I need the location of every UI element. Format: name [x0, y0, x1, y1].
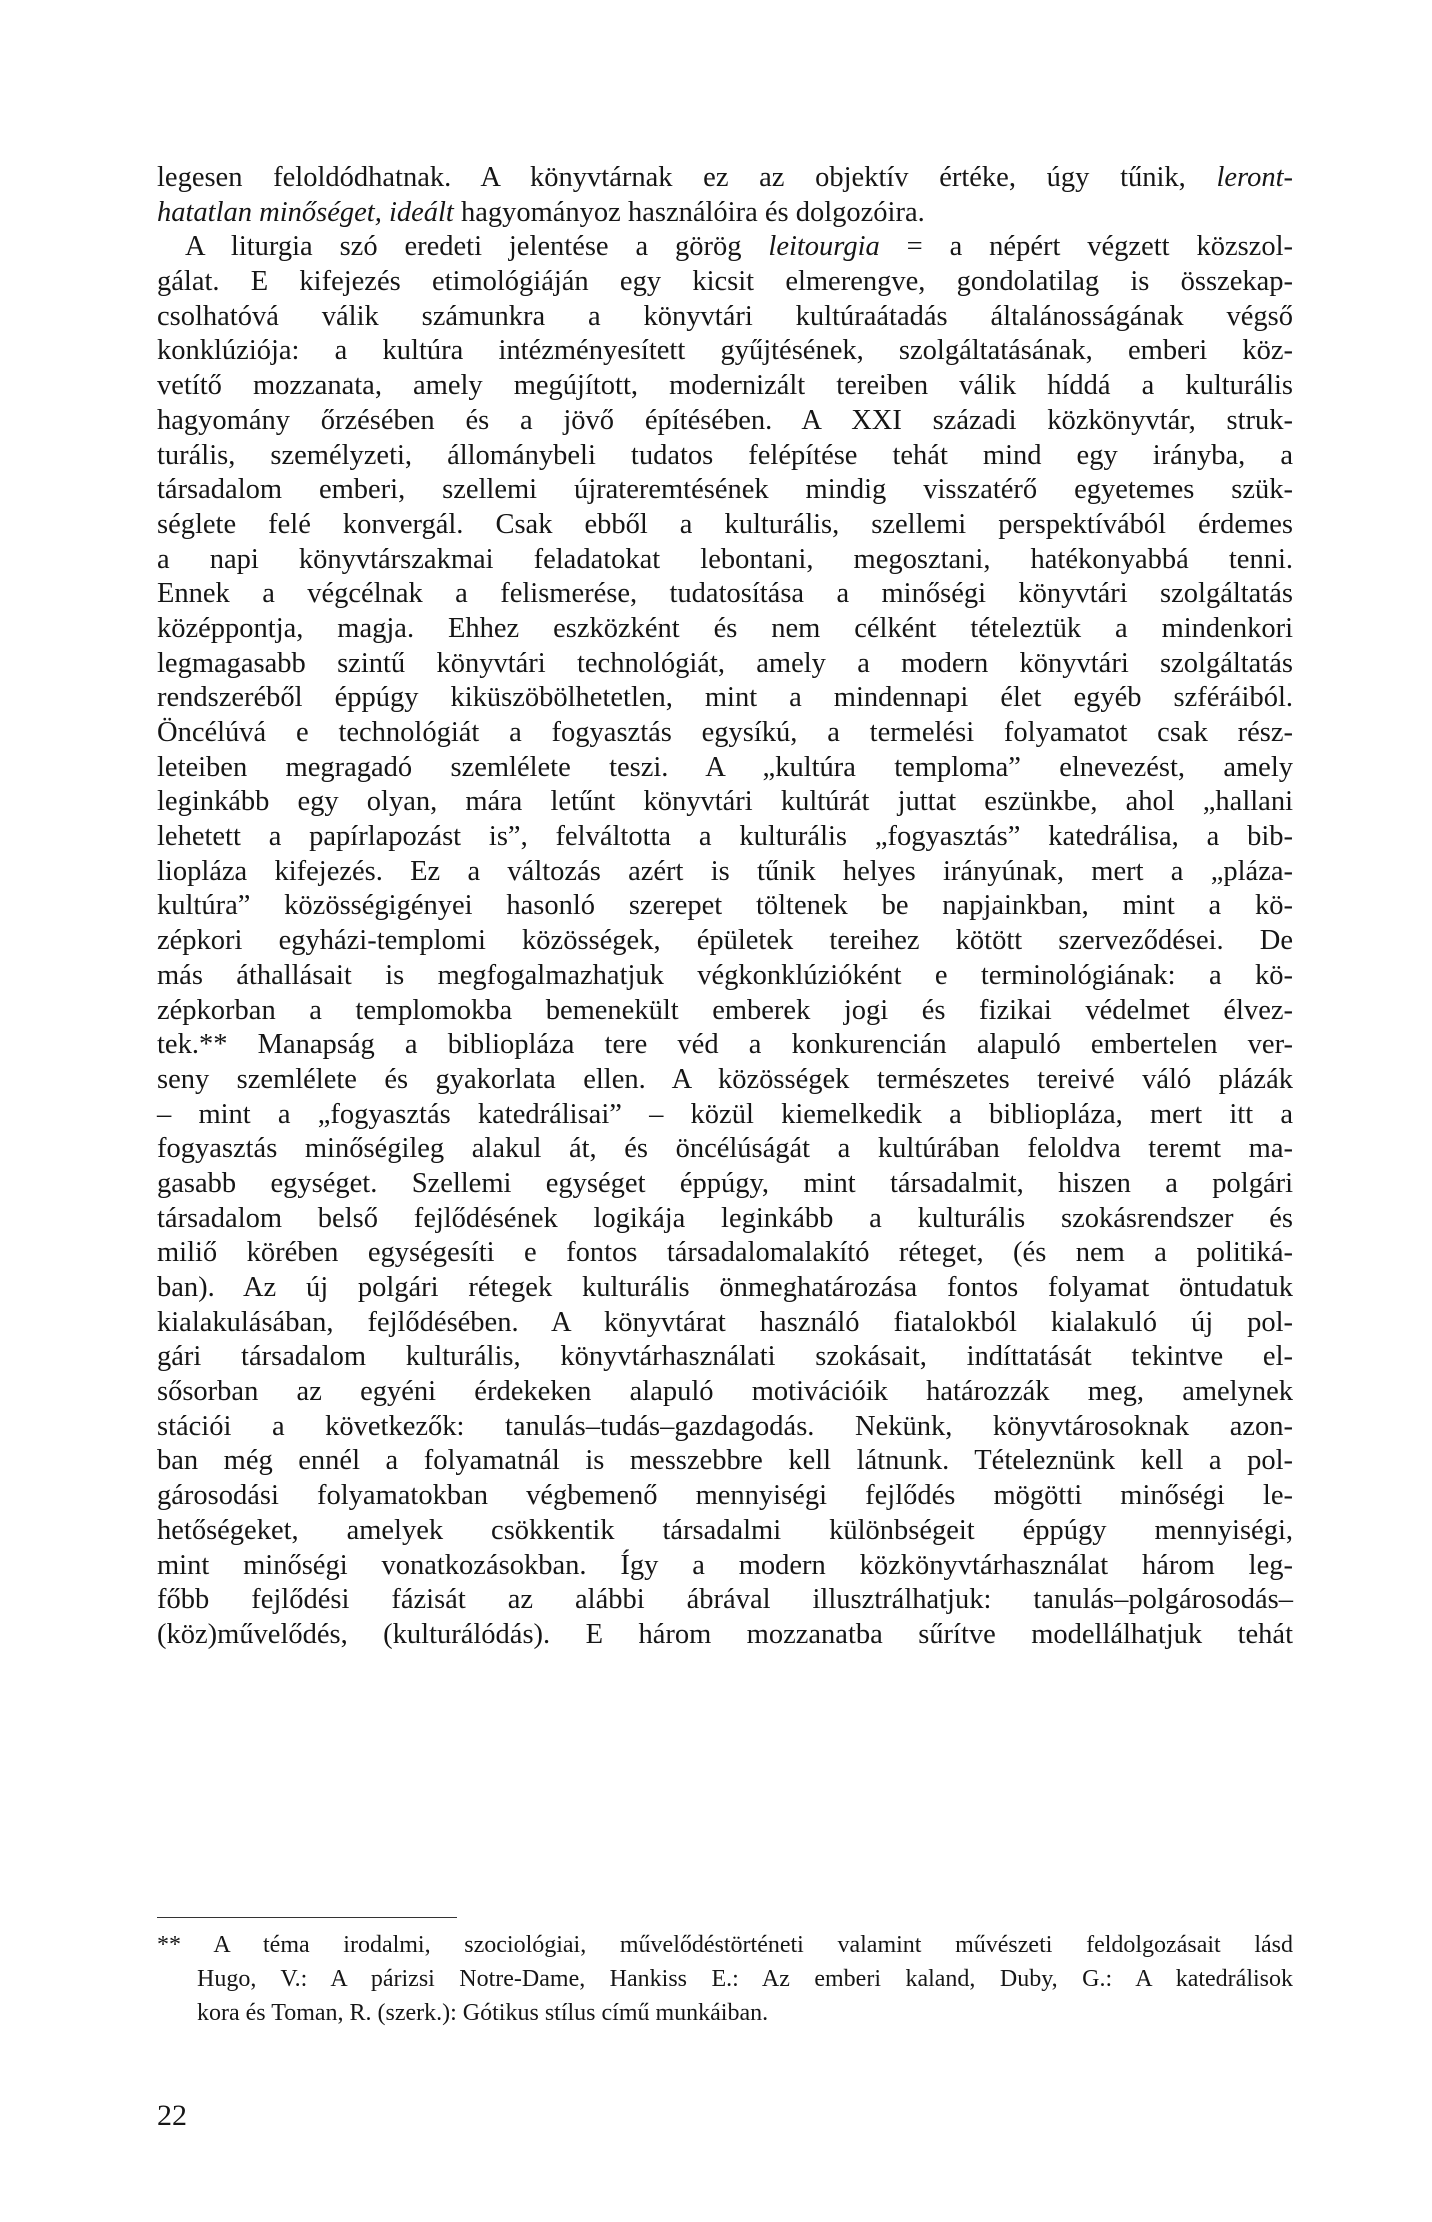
text-run: liopláza kifejezés. Ez a változás azért is tűnik helyes irányúnak, mert a „pláza- [157, 855, 1293, 887]
footnote-line: ** A téma irodalmi, szociológiai, művelődéstörténeti valamint művészeti feldolgozásait lásd [157, 1932, 1293, 1958]
text-run: főbb fejlődési fázisát az alábbi ábrával illusztrálhatjuk: tanulás–polgárosodás– [157, 1584, 1293, 1616]
text-line [157, 1444, 1293, 1479]
text-run: gári társadalom kulturális, könyvtárhasználati szokásait, indíttatását tekintve el- [157, 1341, 1293, 1373]
text-run: rendszeréből éppúgy kiküszöbölhetetlen, mint a mindennapi élet egyéb szféráiból. [157, 682, 1293, 714]
page-number: 22 [157, 2099, 187, 2132]
text-run: gálat. E kifejezés etimológiáján egy kicsit elmerengve, gondolatilag is összekap- [157, 266, 1293, 298]
text-line [157, 1375, 1293, 1410]
text-line [157, 785, 1293, 820]
text-line [157, 994, 1293, 1029]
text-line [157, 577, 1293, 612]
text-line [157, 959, 1293, 994]
text-line [157, 196, 1293, 231]
text-line [157, 1306, 1293, 1341]
text-line [157, 334, 1293, 369]
text-run: kialakulásában, fejlődésében. A könyvtárat használó fiatalokból kialakuló új pol- [157, 1306, 1293, 1338]
text-run: – mint a „fogyasztás katedrálisai” – közül kiemelkedik a bibliopláza, mert itt a [157, 1098, 1293, 1130]
text-run: társadalom emberi, szellemi újrateremtésének mindig visszatérő egyetemes szük- [157, 474, 1293, 506]
text-run: konklúziója: a kultúra intézményesített gyűjtésének, szolgáltatásának, emberi köz- [157, 335, 1293, 367]
text-line [157, 855, 1293, 890]
italic-phrase: hatatlan minőséget, ideált [157, 196, 454, 228]
text-line [157, 1098, 1293, 1133]
text-run: tek.** Manapság a bibliopláza tere véd a konkurencián alapuló embertelen ver- [157, 1029, 1293, 1061]
text-line [157, 1236, 1293, 1271]
text-run: gárosodási folyamatokban végbemenő mennyiségi fejlődés mögötti minőségi le- [157, 1480, 1293, 1512]
text-line [157, 543, 1293, 578]
text-run: ban még ennél a folyamatnál is messzebbre kell látnunk. Tételeznünk kell a pol- [157, 1445, 1293, 1477]
text-run: turális, személyzeti, állománybeli tudatos felépítése tehát mind egy irányba, a [157, 439, 1293, 471]
text-run: (köz)művelődés, (kulturálódás). E három mozzanatba sűrítve modellálhatjuk tehát [157, 1618, 1293, 1650]
text-line [157, 1028, 1293, 1063]
text-run: kultúra” közösségigényei hasonló szerepet töltenek be napjainkban, mint a kö- [157, 890, 1293, 922]
text-line [157, 1340, 1293, 1375]
text-run: stációi a következők: tanulás–tudás–gazdagodás. Nekünk, könyvtárosoknak azon- [157, 1410, 1293, 1442]
text-run: = a népért végzett közszol- [879, 231, 1293, 263]
text-line [157, 1271, 1293, 1306]
text-run: csolhatóvá válik számunkra a könyvtári kultúraátadás általánosságának végső [157, 300, 1293, 332]
text-run: ban). Az új polgári rétegek kulturális önmeghatározása fontos folyamat öntudatuk [157, 1272, 1293, 1303]
text-run: középpontja, magja. Ehhez eszközként és nem célként tételeztük a mindenkori [157, 612, 1293, 644]
text-line [157, 1202, 1293, 1237]
text-run: fogyasztás minőségileg alakul át, és öncélúságát a kultúrában feloldva teremt ma- [157, 1133, 1293, 1165]
text-run: A liturgia szó eredeti jelentése a görög [185, 231, 769, 263]
text-run: zépkorban a templomokba bemenekült emberek jogi és fizikai védelmet élvez- [157, 994, 1293, 1026]
text-line [157, 1167, 1293, 1202]
text-run: leginkább egy olyan, mára letűnt könyvtári kultúrát juttat eszünkbe, ahol „hallani [157, 786, 1293, 818]
text-run: a napi könyvtárszakmai feladatokat lebontani, megosztani, hatékonyabbá tenni. [157, 543, 1293, 575]
text-line [157, 300, 1293, 335]
text-run: más áthallásait is megfogalmazhatjuk végkonklúzióként e terminológiának: a kö- [157, 959, 1293, 991]
footnote-line: kora és Toman, R. (szerk.): Gótikus stílus című munkáiban. [197, 2000, 769, 2026]
text-line [157, 647, 1293, 682]
text-line [157, 924, 1293, 959]
text-run: hagyomány őrzésében és a jövő építésében. A XXI századi közkönyvtár, struk- [157, 404, 1293, 436]
italic-phrase: leront- [1216, 162, 1293, 193]
text-run: seny szemlélete és gyakorlata ellen. A közösségek természetes tereivé váló plázák [157, 1063, 1293, 1095]
text-run: hagyományoz használóira és dolgozóira. [453, 196, 925, 228]
text-line [157, 161, 1293, 196]
text-line [157, 1132, 1293, 1167]
text-run: séglete felé konvergál. Csak ebből a kulturális, szellemi perspektívából érdemes [157, 508, 1293, 540]
text-line [157, 508, 1293, 543]
text-line [157, 1479, 1293, 1514]
text-run: lehetett a papírlapozást is”, felváltotta a kulturális „fogyasztás” katedrálisa, a bib- [157, 821, 1293, 853]
text-line [157, 820, 1293, 855]
text-run: Öncélúvá e technológiát a fogyasztás egysíkú, a termelési folyamatot csak rész- [157, 717, 1293, 748]
text-line [157, 1583, 1293, 1618]
text-run: legesen feloldódhatnak. A könyvtárnak ez az objektív értéke, úgy tűnik, [157, 162, 1217, 193]
text-line [157, 1410, 1293, 1445]
text-line [157, 681, 1293, 716]
body-text [157, 161, 1293, 1653]
text-run: mint minőségi vonatkozásokban. Így a modern közkönyvtárhasználat három leg- [157, 1549, 1293, 1581]
footnote-line: Hugo, V.: A párizsi Notre-Dame, Hankiss E.: Az emberi kaland, Duby, G.: A katedrálisok [197, 1966, 1293, 1992]
text-run: társadalom belső fejlődésének logikája leginkább a kulturális szokásrendszer és [157, 1202, 1293, 1234]
footnote [157, 1928, 1293, 2030]
text-run: miliő körében egységesíti e fontos társadalomalakító réteget, (és nem a politiká- [157, 1237, 1293, 1269]
text-line [157, 751, 1293, 786]
text-line [157, 265, 1293, 300]
text-run: leteiben megragadó szemlélete teszi. A „kultúra temploma” elnevezést, amely [157, 751, 1293, 783]
text-line [157, 230, 1293, 265]
text-run: gasabb egységet. Szellemi egységet éppúgy, mint társadalmit, hiszen a polgári [157, 1167, 1293, 1199]
text-line [157, 612, 1293, 647]
text-run: legmagasabb szintű könyvtári technológiát, amely a modern könyvtári szolgáltatás [157, 647, 1293, 679]
text-line [157, 1063, 1293, 1098]
text-run: vetítő mozzanata, amely megújított, modernizált tereiben válik híddá a kulturális [157, 370, 1293, 402]
text-run: hetőségeket, amelyek csökkentik társadalmi különbségeit éppúgy mennyiségi, [157, 1514, 1293, 1546]
text-line [157, 439, 1293, 474]
text-run: sősorban az egyéni érdekeken alapuló motivációik határozzák meg, amelynek [157, 1376, 1293, 1408]
text-line [157, 369, 1293, 404]
text-line [157, 404, 1293, 439]
text-line [157, 889, 1293, 924]
text-line [157, 1514, 1293, 1549]
text-run: zépkori egyházi-templomi közösségek, épületek tereihez kötött szerveződései. De [157, 925, 1293, 957]
footnote-divider [157, 1917, 457, 1918]
text-run: Ennek a végcélnak a felismerése, tudatosítása a minőségi könyvtári szolgáltatás [157, 578, 1293, 610]
text-line [157, 473, 1293, 508]
text-line [157, 1618, 1293, 1653]
text-line [157, 716, 1293, 751]
italic-phrase: leitourgia [768, 231, 880, 263]
text-line [157, 1549, 1293, 1584]
